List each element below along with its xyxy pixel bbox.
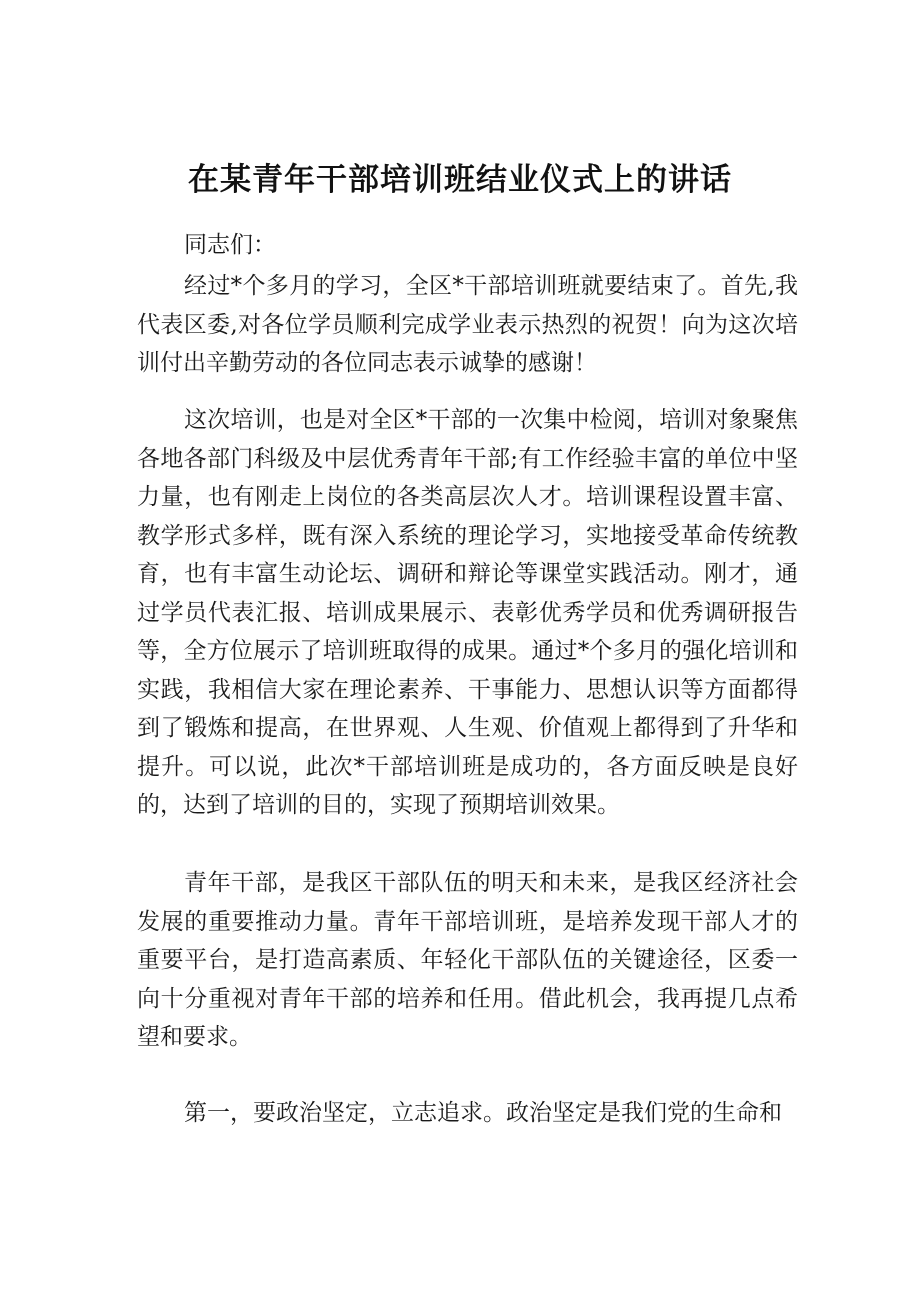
paragraph-opening: 经过*个多月的学习，全区*干部培训班就要结束了。首先,我代表区委,对各位学员顺利完成学业表示热烈的祝贺！向为这次培训付出辛勤劳动的各位同志表示诚挚的感谢！ xyxy=(137,273,798,376)
paragraph-training-review: 这次培训，也是对全区*干部的一次集中检阅，培训对象聚焦各地各部门科级及中层优秀青年干部;有工作经验丰富的单位中坚力量，也有刚走上岗位的各类高层次人才。培训课程设置丰富、教学形式多样，既有深入系统的理论学习，实地接受革命传统教育，也有丰富生动论坛、调研和辩论等课堂实践活动。刚才，通过学员代表汇报、培训成果展示、表彰优秀学员和优秀调研报告等，全方位展示了培训班取得的成果。通过*个多月的强化培训和实践，我相信大家在理论素养、干事能力、思想认识等方面都得到了锻炼和提高，在世界观、人生观、价值观上都得到了升华和提升。可以说，此次*干部培训班是成功的，各方面反映是良好的，达到了培训的目的，实现了预期培训效果。 xyxy=(137,407,798,818)
paragraph-young-cadres: 青年干部，是我区干部队伍的明天和未来，是我区经济社会发展的重要推动力量。青年干部培训班，是培养发现干部人才的重要平台，是打造高素质、年轻化干部队伍的关键途径，区委一向十分重视对青年干部的培养和任用。借此机会，我再提几点希望和要求。 xyxy=(137,870,798,1050)
document-title: 在某青年干部培训班结业仪式上的讲话 xyxy=(188,162,732,198)
greeting: 同志们： xyxy=(184,232,276,258)
paragraph-first-point: 第一，要政治坚定，立志追求。政治坚定是我们党的生命和 xyxy=(184,1100,782,1126)
